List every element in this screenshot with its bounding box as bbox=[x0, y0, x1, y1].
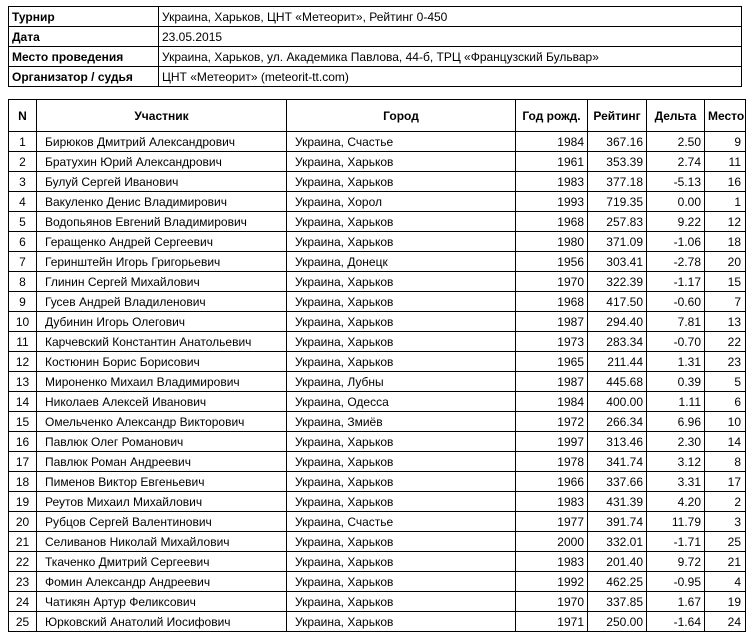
cell-city: Украина, Харьков bbox=[287, 312, 516, 332]
info-label: Турнир bbox=[9, 7, 159, 27]
table-row bbox=[9, 572, 746, 592]
cell-city: Украина, Харьков bbox=[287, 272, 516, 292]
cell-delta: 2.30 bbox=[647, 432, 705, 452]
cell-rating: 332.01 bbox=[588, 532, 647, 552]
cell-city: Украина, Харьков bbox=[287, 592, 516, 612]
table-row bbox=[9, 352, 746, 372]
table-row bbox=[9, 472, 746, 492]
cell-city: Украина, Харьков bbox=[287, 152, 516, 172]
table-row bbox=[9, 492, 746, 512]
cell-rating: 313.46 bbox=[588, 432, 647, 452]
info-value: Украина, Харьков, ЦНТ «Метеорит», Рейтинг 0-450 bbox=[159, 7, 742, 27]
cell-city: Украина, Харьков bbox=[287, 172, 516, 192]
cell-place: 20 bbox=[705, 252, 746, 272]
cell-delta: -1.64 bbox=[647, 612, 705, 632]
info-value: Украина, Харьков, ул. Академика Павлова, 44-б, ТРЦ «Французский Бульвар» bbox=[159, 47, 742, 67]
cell-delta: -0.70 bbox=[647, 332, 705, 352]
cell-place: 23 bbox=[705, 352, 746, 372]
cell-participant: Пименов Виктор Евгеньевич bbox=[37, 472, 287, 492]
cell-birth-year: 1993 bbox=[516, 192, 588, 212]
cell-participant: Геращенко Андрей Сергеевич bbox=[37, 232, 287, 252]
cell-rating: 303.41 bbox=[588, 252, 647, 272]
cell-birth-year: 1984 bbox=[516, 132, 588, 152]
cell-city: Украина, Харьков bbox=[287, 352, 516, 372]
cell-rating: 250.00 bbox=[588, 612, 647, 632]
cell-birth-year: 1965 bbox=[516, 352, 588, 372]
cell-rating: 719.35 bbox=[588, 192, 647, 212]
cell-rating: 341.74 bbox=[588, 452, 647, 472]
cell-city: Украина, Харьков bbox=[287, 612, 516, 632]
cell-rating: 367.16 bbox=[588, 132, 647, 152]
table-row bbox=[9, 252, 746, 272]
cell-number: 24 bbox=[9, 592, 37, 612]
cell-delta: 2.50 bbox=[647, 132, 705, 152]
cell-place: 13 bbox=[705, 312, 746, 332]
cell-rating: 462.25 bbox=[588, 572, 647, 592]
cell-participant: Реутов Михаил Михайлович bbox=[37, 492, 287, 512]
cell-participant: Бирюков Дмитрий Александрович bbox=[37, 132, 287, 152]
cell-rating: 445.68 bbox=[588, 372, 647, 392]
cell-delta: 9.72 bbox=[647, 552, 705, 572]
col-header-n: N bbox=[9, 100, 37, 132]
cell-number: 3 bbox=[9, 172, 37, 192]
cell-birth-year: 1977 bbox=[516, 512, 588, 532]
cell-place: 2 bbox=[705, 492, 746, 512]
cell-place: 24 bbox=[705, 612, 746, 632]
cell-participant: Ткаченко Дмитрий Сергеевич bbox=[37, 552, 287, 572]
cell-number: 23 bbox=[9, 572, 37, 592]
info-row bbox=[9, 47, 742, 67]
cell-place: 5 bbox=[705, 372, 746, 392]
cell-birth-year: 1971 bbox=[516, 612, 588, 632]
table-row bbox=[9, 292, 746, 312]
cell-number: 14 bbox=[9, 392, 37, 412]
info-row bbox=[9, 67, 742, 87]
cell-delta: -1.71 bbox=[647, 532, 705, 552]
cell-birth-year: 1961 bbox=[516, 152, 588, 172]
cell-number: 19 bbox=[9, 492, 37, 512]
cell-city: Украина, Змиёв bbox=[287, 412, 516, 432]
cell-place: 6 bbox=[705, 392, 746, 412]
cell-participant: Булуй Сергей Иванович bbox=[37, 172, 287, 192]
col-header-delta: Дельта bbox=[647, 100, 705, 132]
cell-participant: Рубцов Сергей Валентинович bbox=[37, 512, 287, 532]
cell-number: 11 bbox=[9, 332, 37, 352]
cell-number: 4 bbox=[9, 192, 37, 212]
cell-rating: 322.39 bbox=[588, 272, 647, 292]
cell-birth-year: 1968 bbox=[516, 212, 588, 232]
header-row bbox=[9, 100, 746, 132]
table-row bbox=[9, 612, 746, 632]
cell-birth-year: 1980 bbox=[516, 232, 588, 252]
cell-place: 11 bbox=[705, 152, 746, 172]
results-header bbox=[9, 100, 746, 132]
cell-place: 16 bbox=[705, 172, 746, 192]
info-value: ЦНТ «Метеорит» (meteorit-tt.com) bbox=[159, 67, 742, 87]
tournament-info-body bbox=[9, 7, 742, 87]
cell-place: 19 bbox=[705, 592, 746, 612]
cell-place: 18 bbox=[705, 232, 746, 252]
cell-delta: 1.67 bbox=[647, 592, 705, 612]
cell-birth-year: 1978 bbox=[516, 452, 588, 472]
cell-city: Украина, Харьков bbox=[287, 232, 516, 252]
cell-city: Украина, Счастье bbox=[287, 132, 516, 152]
cell-number: 15 bbox=[9, 412, 37, 432]
cell-number: 13 bbox=[9, 372, 37, 392]
cell-city: Украина, Одесса bbox=[287, 392, 516, 412]
cell-city: Украина, Харьков bbox=[287, 452, 516, 472]
cell-rating: 391.74 bbox=[588, 512, 647, 532]
info-row bbox=[9, 27, 742, 47]
cell-place: 14 bbox=[705, 432, 746, 452]
cell-delta: 0.00 bbox=[647, 192, 705, 212]
cell-number: 16 bbox=[9, 432, 37, 452]
cell-number: 10 bbox=[9, 312, 37, 332]
table-row bbox=[9, 332, 746, 352]
cell-rating: 294.40 bbox=[588, 312, 647, 332]
cell-birth-year: 1966 bbox=[516, 472, 588, 492]
cell-participant: Селиванов Николай Михайлович bbox=[37, 532, 287, 552]
cell-place: 9 bbox=[705, 132, 746, 152]
table-row bbox=[9, 392, 746, 412]
info-row bbox=[9, 7, 742, 27]
cell-rating: 266.34 bbox=[588, 412, 647, 432]
cell-participant: Геринштейн Игорь Григорьевич bbox=[37, 252, 287, 272]
table-row bbox=[9, 232, 746, 252]
cell-city: Украина, Харьков bbox=[287, 552, 516, 572]
cell-number: 2 bbox=[9, 152, 37, 172]
cell-delta: 1.31 bbox=[647, 352, 705, 372]
table-row bbox=[9, 512, 746, 532]
cell-delta: -2.78 bbox=[647, 252, 705, 272]
cell-delta: 9.22 bbox=[647, 212, 705, 232]
cell-delta: -0.95 bbox=[647, 572, 705, 592]
table-row bbox=[9, 152, 746, 172]
cell-place: 10 bbox=[705, 412, 746, 432]
cell-birth-year: 1983 bbox=[516, 172, 588, 192]
cell-rating: 337.85 bbox=[588, 592, 647, 612]
cell-participant: Вакуленко Денис Владимирович bbox=[37, 192, 287, 212]
cell-delta: 4.20 bbox=[647, 492, 705, 512]
cell-birth-year: 1984 bbox=[516, 392, 588, 412]
col-header-place: Место bbox=[705, 100, 746, 132]
cell-delta: 0.39 bbox=[647, 372, 705, 392]
cell-delta: 6.96 bbox=[647, 412, 705, 432]
cell-number: 5 bbox=[9, 212, 37, 232]
cell-number: 8 bbox=[9, 272, 37, 292]
cell-participant: Омельченко Александр Викторович bbox=[37, 412, 287, 432]
cell-participant: Фомин Александр Андреевич bbox=[37, 572, 287, 592]
table-row bbox=[9, 132, 746, 152]
cell-number: 12 bbox=[9, 352, 37, 372]
table-row bbox=[9, 172, 746, 192]
cell-city: Украина, Харьков bbox=[287, 432, 516, 452]
cell-birth-year: 1968 bbox=[516, 292, 588, 312]
cell-place: 22 bbox=[705, 332, 746, 352]
cell-delta: 3.12 bbox=[647, 452, 705, 472]
cell-city: Украина, Харьков bbox=[287, 472, 516, 492]
cell-number: 25 bbox=[9, 612, 37, 632]
cell-birth-year: 1992 bbox=[516, 572, 588, 592]
info-label: Место проведения bbox=[9, 47, 159, 67]
cell-delta: -5.13 bbox=[647, 172, 705, 192]
cell-delta: -0.60 bbox=[647, 292, 705, 312]
col-header-rating: Рейтинг bbox=[588, 100, 647, 132]
cell-place: 8 bbox=[705, 452, 746, 472]
cell-participant: Водопьянов Евгений Владимирович bbox=[37, 212, 287, 232]
cell-rating: 417.50 bbox=[588, 292, 647, 312]
table-row bbox=[9, 592, 746, 612]
info-value: 23.05.2015 bbox=[159, 27, 742, 47]
table-row bbox=[9, 212, 746, 232]
table-row bbox=[9, 412, 746, 432]
cell-birth-year: 1970 bbox=[516, 272, 588, 292]
cell-rating: 337.66 bbox=[588, 472, 647, 492]
cell-city: Украина, Харьков bbox=[287, 212, 516, 232]
cell-rating: 211.44 bbox=[588, 352, 647, 372]
table-row bbox=[9, 452, 746, 472]
cell-place: 1 bbox=[705, 192, 746, 212]
cell-city: Украина, Хорол bbox=[287, 192, 516, 212]
cell-place: 4 bbox=[705, 572, 746, 592]
cell-birth-year: 1987 bbox=[516, 372, 588, 392]
table-row bbox=[9, 272, 746, 292]
cell-participant: Павлюк Роман Андреевич bbox=[37, 452, 287, 472]
cell-delta: 11.79 bbox=[647, 512, 705, 532]
cell-number: 18 bbox=[9, 472, 37, 492]
cell-rating: 377.18 bbox=[588, 172, 647, 192]
cell-city: Украина, Харьков bbox=[287, 572, 516, 592]
cell-participant: Юрковский Анатолий Иосифович bbox=[37, 612, 287, 632]
cell-number: 17 bbox=[9, 452, 37, 472]
cell-delta: -1.06 bbox=[647, 232, 705, 252]
cell-rating: 353.39 bbox=[588, 152, 647, 172]
cell-participant: Гусев Андрей Владиленович bbox=[37, 292, 287, 312]
cell-participant: Чатикян Артур Феликсович bbox=[37, 592, 287, 612]
info-label: Организатор / судья bbox=[9, 67, 159, 87]
table-row bbox=[9, 432, 746, 452]
cell-rating: 257.83 bbox=[588, 212, 647, 232]
cell-birth-year: 1970 bbox=[516, 592, 588, 612]
tournament-info-table bbox=[8, 6, 742, 87]
col-header-birth-year: Год рожд. bbox=[516, 100, 588, 132]
cell-place: 12 bbox=[705, 212, 746, 232]
cell-participant: Павлюк Олег Романович bbox=[37, 432, 287, 452]
cell-number: 6 bbox=[9, 232, 37, 252]
cell-rating: 201.40 bbox=[588, 552, 647, 572]
table-row bbox=[9, 532, 746, 552]
cell-place: 21 bbox=[705, 552, 746, 572]
cell-place: 15 bbox=[705, 272, 746, 292]
cell-delta: -1.17 bbox=[647, 272, 705, 292]
cell-participant: Карчевский Константин Анатольевич bbox=[37, 332, 287, 352]
cell-rating: 431.39 bbox=[588, 492, 647, 512]
cell-place: 25 bbox=[705, 532, 746, 552]
table-row bbox=[9, 552, 746, 572]
cell-birth-year: 2000 bbox=[516, 532, 588, 552]
cell-participant: Николаев Алексей Иванович bbox=[37, 392, 287, 412]
results-body bbox=[9, 132, 746, 632]
cell-city: Украина, Харьков bbox=[287, 492, 516, 512]
cell-birth-year: 1956 bbox=[516, 252, 588, 272]
cell-place: 17 bbox=[705, 472, 746, 492]
cell-birth-year: 1983 bbox=[516, 552, 588, 572]
cell-city: Украина, Харьков bbox=[287, 292, 516, 312]
cell-number: 21 bbox=[9, 532, 37, 552]
cell-rating: 400.00 bbox=[588, 392, 647, 412]
cell-birth-year: 1983 bbox=[516, 492, 588, 512]
cell-number: 22 bbox=[9, 552, 37, 572]
table-row bbox=[9, 312, 746, 332]
cell-birth-year: 1972 bbox=[516, 412, 588, 432]
cell-place: 3 bbox=[705, 512, 746, 532]
cell-number: 1 bbox=[9, 132, 37, 152]
col-header-city: Город bbox=[287, 100, 516, 132]
cell-number: 7 bbox=[9, 252, 37, 272]
cell-birth-year: 1973 bbox=[516, 332, 588, 352]
cell-participant: Костюнин Борис Борисович bbox=[37, 352, 287, 372]
table-row bbox=[9, 192, 746, 212]
cell-delta: 7.81 bbox=[647, 312, 705, 332]
cell-birth-year: 1997 bbox=[516, 432, 588, 452]
cell-rating: 283.34 bbox=[588, 332, 647, 352]
cell-city: Украина, Счастье bbox=[287, 512, 516, 532]
cell-city: Украина, Харьков bbox=[287, 332, 516, 352]
cell-city: Украина, Харьков bbox=[287, 532, 516, 552]
cell-participant: Братухин Юрий Александрович bbox=[37, 152, 287, 172]
cell-birth-year: 1987 bbox=[516, 312, 588, 332]
cell-participant: Мироненко Михаил Владимирович bbox=[37, 372, 287, 392]
cell-number: 20 bbox=[9, 512, 37, 532]
cell-rating: 371.09 bbox=[588, 232, 647, 252]
cell-place: 7 bbox=[705, 292, 746, 312]
col-header-participant: Участник bbox=[37, 100, 287, 132]
results-table bbox=[8, 99, 746, 632]
cell-number: 9 bbox=[9, 292, 37, 312]
info-label: Дата bbox=[9, 27, 159, 47]
cell-participant: Дубинин Игорь Олегович bbox=[37, 312, 287, 332]
cell-city: Украина, Лубны bbox=[287, 372, 516, 392]
cell-participant: Глинин Сергей Михайлович bbox=[37, 272, 287, 292]
cell-delta: 2.74 bbox=[647, 152, 705, 172]
cell-delta: 1.11 bbox=[647, 392, 705, 412]
cell-delta: 3.31 bbox=[647, 472, 705, 492]
cell-city: Украина, Донецк bbox=[287, 252, 516, 272]
table-row bbox=[9, 372, 746, 392]
